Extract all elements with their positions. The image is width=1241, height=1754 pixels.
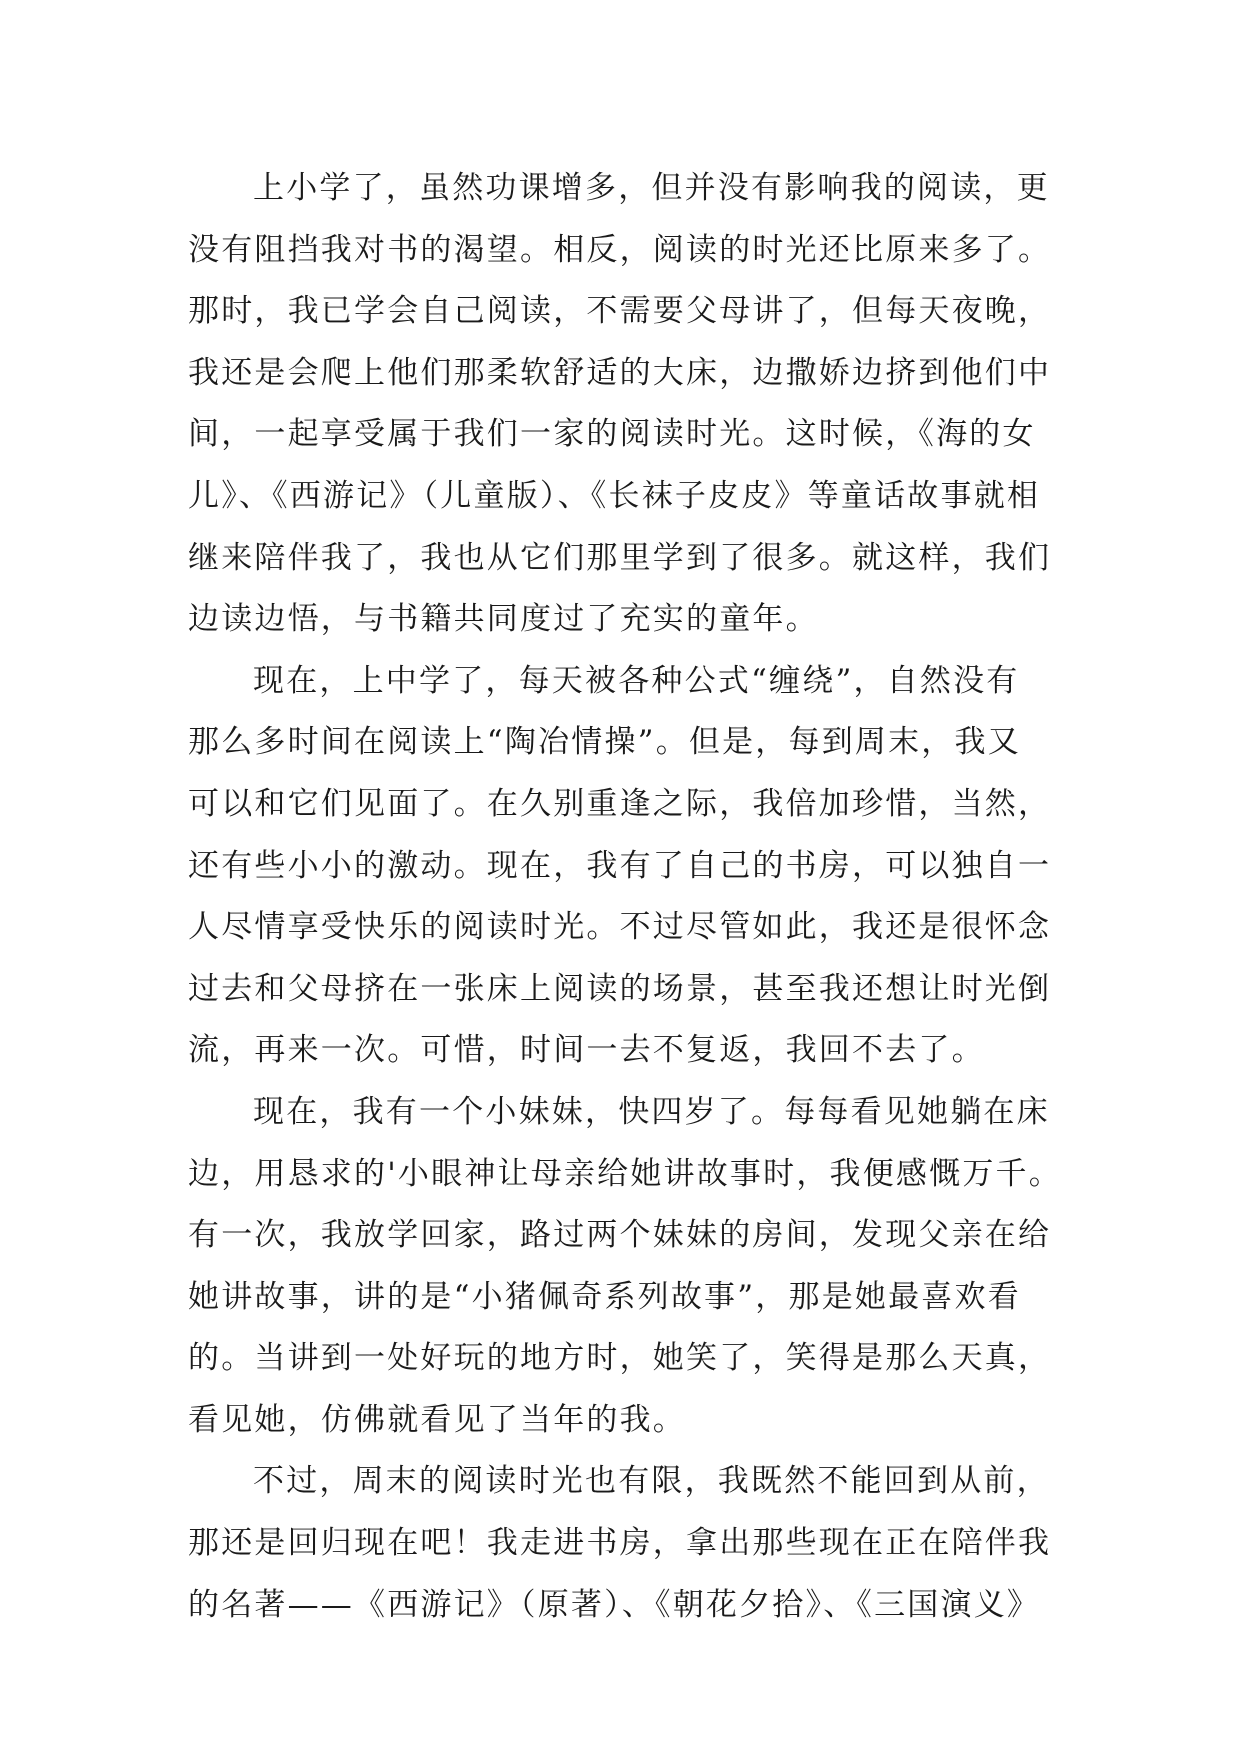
text-line: 边，用恳求的'小眼神让母亲给她讲故事时，我便感慨万千。 — [188, 1155, 1062, 1192]
text-line: 那时，我已学会自己阅读，不需要父母讲了，但每天夜晚， — [188, 293, 1052, 330]
text-line: 那还是回归现在吧！我走进书房，拿出那些现在正在陪伴我 — [188, 1525, 1052, 1562]
text-line: 人尽情享受快乐的阅读时光。不过尽管如此，我还是很怀念 — [188, 909, 1052, 946]
text-line: 过去和父母挤在一张床上阅读的场景，甚至我还想让时光倒 — [188, 970, 1052, 1007]
text-line: 儿》、《西游记》（儿童版）、《长袜子皮皮》等童话故事就相 — [188, 477, 1041, 514]
text-line: 间，一起享受属于我们一家的阅读时光。这时候，《海的女 — [188, 416, 1036, 453]
paragraph-first-line: 现在，上中学了，每天被各种公式“缠绕”，自然没有 — [253, 662, 1020, 699]
essay-body — [188, 158, 1068, 1636]
text-line: 的名著——《西游记》（原著）、《朝花夕拾》、《三国演义》 — [188, 1586, 1041, 1623]
text-line: 有一次，我放学回家，路过两个妹妹的房间，发现父亲在给 — [188, 1217, 1052, 1254]
text-line: 没有阻挡我对书的渴望。相反，阅读的时光还比原来多了。 — [188, 231, 1052, 268]
text-line: 看见她，仿佛就看见了当年的我。 — [188, 1401, 686, 1438]
text-line: 边读边悟，与书籍共同度过了充实的童年。 — [188, 601, 819, 638]
text-line: 可以和它们见面了。在久别重逢之际，我倍加珍惜，当然， — [188, 785, 1052, 822]
paragraph-first-line: 不过，周末的阅读时光也有限，我既然不能回到从前， — [253, 1463, 1050, 1500]
text-line: 她讲故事，讲的是“小猪佩奇系列故事”，那是她最喜欢看 — [188, 1278, 1021, 1315]
text-line: 那么多时间在阅读上“陶冶情操”。但是，每到周末，我又 — [188, 724, 1021, 761]
text-line: 我还是会爬上他们那柔软舒适的大床，边撒娇边挤到他们中 — [188, 354, 1052, 391]
text-line: 还有些小小的激动。现在，我有了自己的书房，可以独自一 — [188, 847, 1052, 884]
text-line: 继来陪伴我了，我也从它们那里学到了很多。就这样，我们 — [188, 539, 1052, 576]
text-line: 的。当讲到一处好玩的地方时，她笑了，笑得是那么天真， — [188, 1340, 1052, 1377]
paragraph-first-line: 上小学了，虽然功课增多，但并没有影响我的阅读，更 — [253, 170, 1050, 206]
text-line: 流，再来一次。可惜，时间一去不复返，我回不去了。 — [188, 1032, 985, 1069]
paragraph-first-line: 现在，我有一个小妹妹，快四岁了。每每看见她躺在床 — [253, 1093, 1050, 1130]
